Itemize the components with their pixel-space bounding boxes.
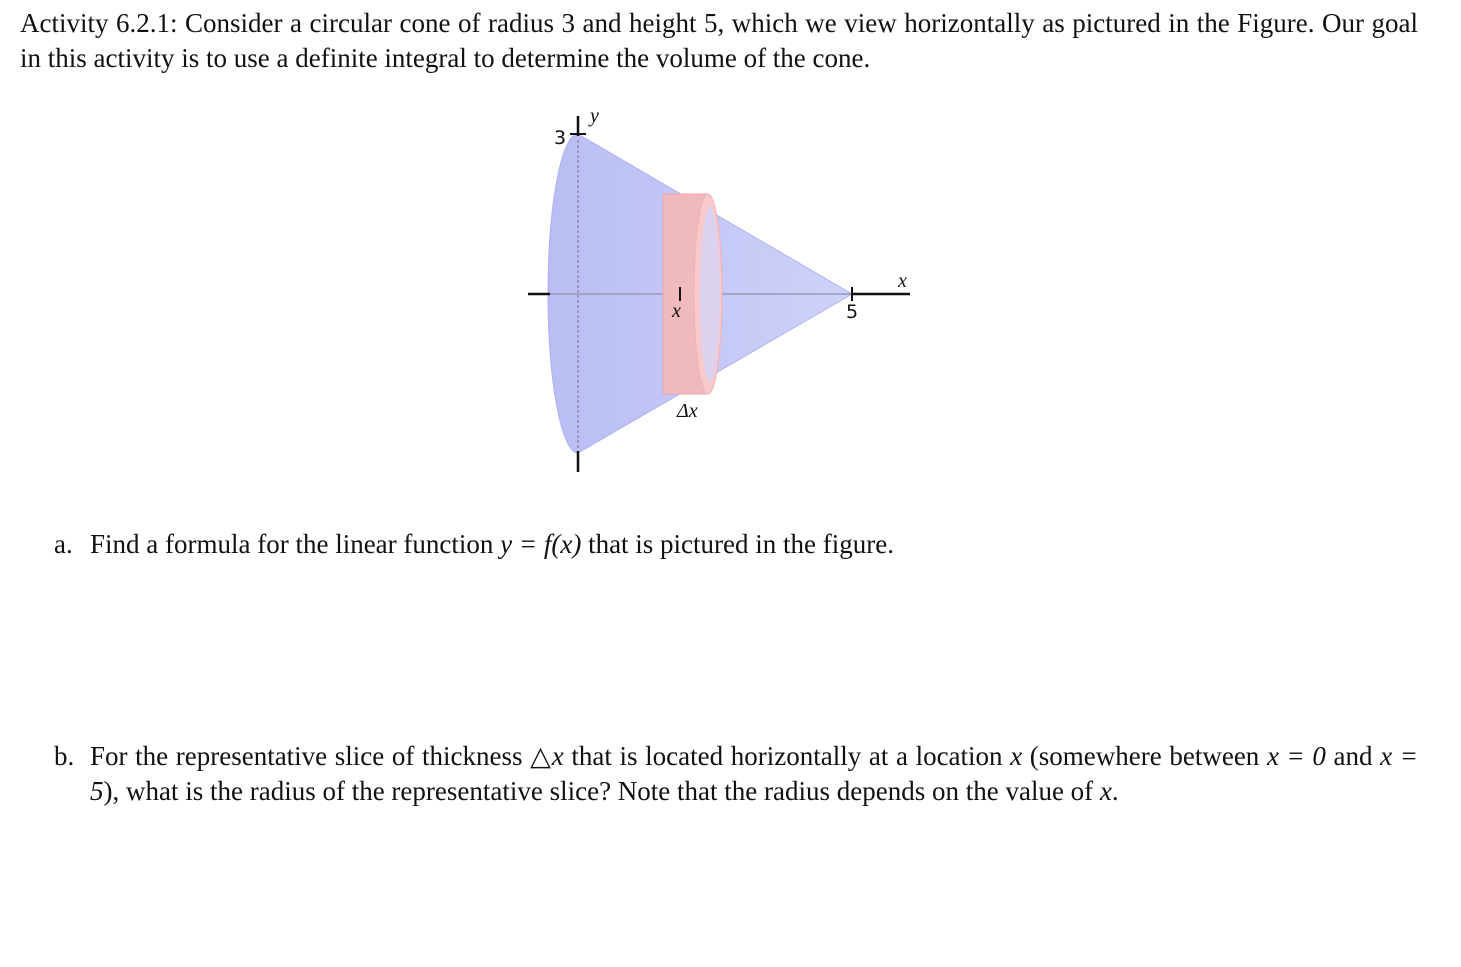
x-tick-label: 5 — [846, 301, 859, 323]
question-b-p6: . — [1111, 776, 1119, 806]
question-a-pre: Find a formula for the linear function — [90, 529, 501, 559]
slice-face-inner — [700, 206, 720, 382]
question-b — [54, 739, 1418, 809]
question-b-m1: △x — [530, 741, 564, 771]
cone-figure — [520, 100, 920, 480]
slice-x-label: x — [672, 300, 681, 322]
question-b-text — [90, 739, 1418, 809]
question-b-p3: (somewhere between — [1022, 741, 1267, 771]
question-b-p1: For the representative slice of thickness — [90, 741, 531, 771]
question-b-m3: x = 0 — [1266, 741, 1326, 771]
question-b-m5: x — [1099, 776, 1112, 806]
question-a-math: y = f(x) — [500, 529, 582, 559]
x-axis-label: x — [898, 270, 907, 292]
question-b-p2: that is located horizontally at a location — [563, 741, 1011, 771]
activity-text: Consider a circular cone of radius 3 and height 5, which we view horizontally as pictured in the Figure. Our goal in this activity is to use a definite integral to determine the volume of the cone. — [20, 8, 1418, 73]
slice-dx-label: Δx — [677, 400, 698, 422]
question-b-m4: x = 5 — [90, 741, 1418, 806]
question-b-p5: ), what is the radius of the representative slice? Note that the radius depends on the value of — [103, 776, 1100, 806]
y-axis-label: y — [590, 105, 599, 127]
y-tick-label: 3 — [554, 127, 567, 149]
activity-intro — [20, 6, 1418, 76]
question-b-m2: x — [1010, 741, 1023, 771]
question-a-post: that is pictured in the figure. — [581, 529, 894, 559]
question-b-letter: b. — [54, 741, 75, 771]
activity-label: Activity 6.2.1: — [20, 8, 178, 38]
question-a-text — [90, 527, 1418, 562]
question-a-letter: a. — [54, 529, 73, 559]
question-a — [54, 527, 1418, 562]
question-b-p4: and — [1325, 741, 1381, 771]
